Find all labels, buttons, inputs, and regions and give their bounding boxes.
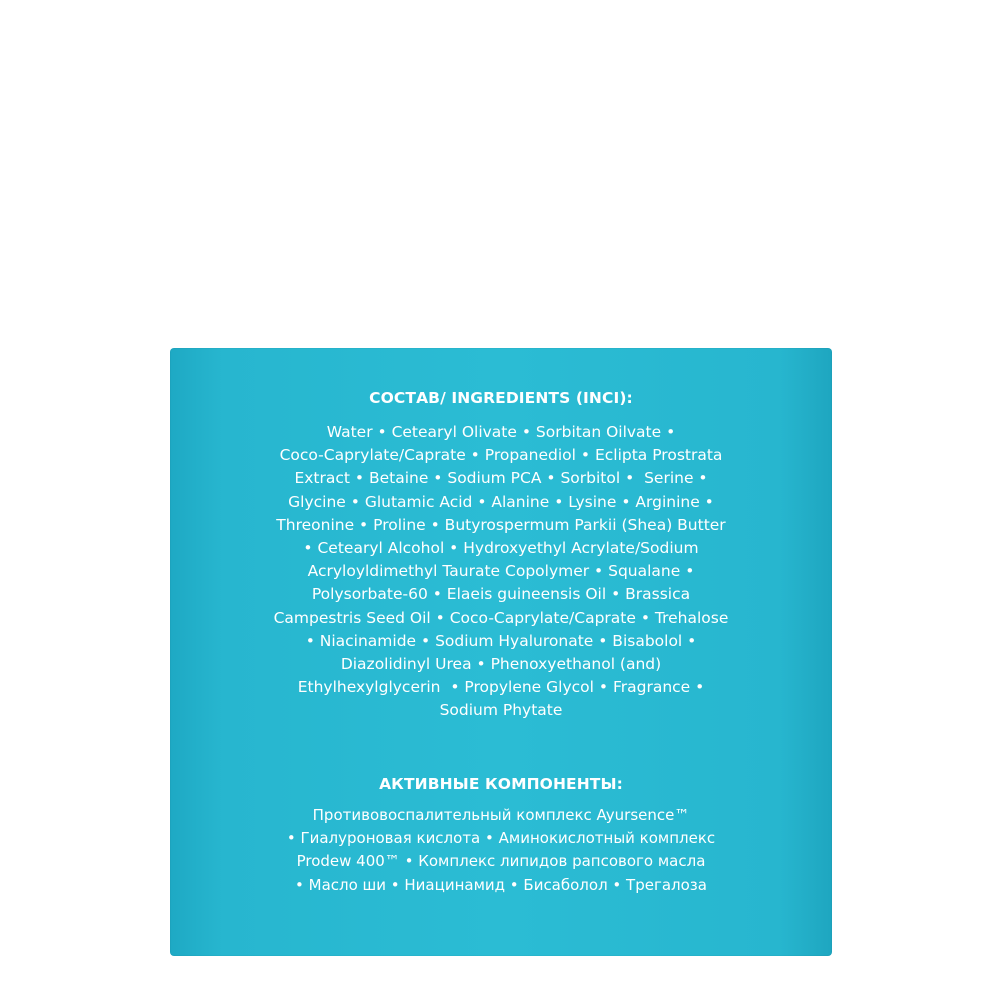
ingredients-line: Water • Cetearyl Olivate • Sorbitan Oilvate •: [326, 423, 676, 441]
ingredients-line: Campestris Seed Oil • Coco-Caprylate/Caprate • Trehalose: [273, 608, 729, 627]
ingredients-line: Extract • Betaine • Sodium PCA • Sorbitol • Serine •: [294, 469, 708, 488]
ingredients-line: Ethylhexylglycerin • Propylene Glycol • Fragrance •: [297, 678, 705, 697]
ingredients-line: • Niacinamide • Sodium Hyaluronate • Bisabolol •: [305, 631, 697, 650]
ingredients-line: Polysorbate-60 • Elaeis guineensis Oil • Brassica: [311, 585, 691, 604]
ingredients-title: СОСТАВ/ INGREDIENTS (INCI):: [369, 389, 633, 407]
actives-line: • Масло ши • Ниацинамид • Бисаболол • Трегалоза: [295, 875, 707, 894]
packaging-box: [170, 348, 832, 956]
ingredients-line: Coco-Caprylate/Caprate • Propanediol • Eclipta Prostrata: [279, 446, 723, 465]
actives-title: АКТИВНЫЕ КОМПОНЕНТЫ:: [379, 775, 623, 793]
ingredients-line: Sodium Phytate: [439, 701, 563, 720]
actives-line: Prodew 400™ • Комплекс липидов рапсового масла: [296, 852, 706, 871]
actives-line: Противовоспалительный комплекс Ayursence™: [312, 806, 690, 824]
actives-list: [170, 804, 832, 897]
ingredients-line: Threonine • Proline • Butyrospermum Parkii (Shea) Butter: [276, 515, 726, 534]
ingredients-line: Glycine • Glutamic Acid • Alanine • Lysine • Arginine •: [288, 492, 714, 511]
ingredients-line: Acryloyldimethyl Taurate Copolymer • Squalane •: [307, 562, 695, 581]
ingredients-line: Diazolidinyl Urea • Phenoxyethanol (and): [340, 654, 662, 673]
actives-line: • Гиалуроновая кислота • Аминокислотный комплекс: [286, 829, 716, 848]
ingredients-list: [170, 421, 832, 722]
ingredients-line: • Cetearyl Alcohol • Hydroxyethyl Acrylate/Sodium: [303, 538, 699, 557]
